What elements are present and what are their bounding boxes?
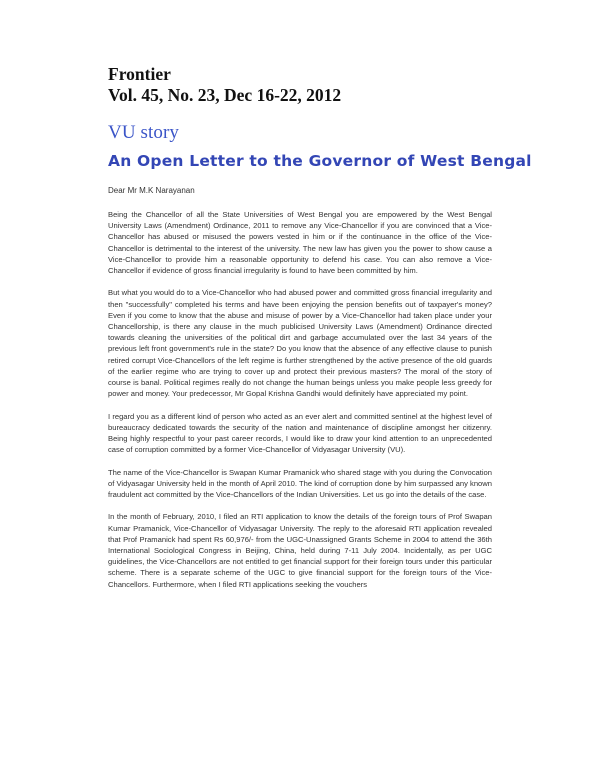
- paragraph-5: In the month of February, 2010, I filed an RTI application to know the details of the foreign tours of Prof Swapan Kumar Pramanick, Vice-Chancellor of Vidyasagar University. The reply to the aforesaid RTI application revealed that Prof Pramanick had spent Rs 60,976/- from the UGC-Unassigned Grants Scheme in 2004 to attend the 36th International Sociological Congress in Beijing, China, held during 7-11 July 2004. Incidentally, as per UGC guidelines, the Vice-Chancellors are not entitled to get financial support for their foreign tours under this particular scheme. There is a separate scheme of the UGC to give financial support for the foreign tours of the Vice-Chancellors. Furthermore, when I filed RTI applications seeking the vouchers: [108, 512, 492, 589]
- article-body: [108, 209, 492, 601]
- paragraph-1: Being the Chancellor of all the State Universities of West Bengal you are empowered by the West Bengal University Laws (Amendment) Ordinance, 2011 to remove any Vice-Chancellor if you are convinced that a Vice-Chancellor has abused or misused the powers vested in him or if the continuance in the office of the Vice-Chancellor is detrimental to the interest of the university. The new law has given you the power to show cause a Vice-Chancellor to provide him a reasonable opportunity to defend his case. You can also remove a Vice-Chancellor if evidence of gross financial irregularity is found to have been committed by him.: [108, 210, 492, 276]
- salutation: Dear Mr M.K Narayanan: [108, 186, 195, 195]
- paragraph-3: I regard you as a different kind of person who acted as an ever alert and committed sentinel at the highest level of bureaucracy dedicated towards the security of the nation and maintenance of discipline amongst her citizenry. Being highly respectful to your past career records, I would like to draw your kind attention to an unprecedented case of corruption committed by a former Vice-Chancellor of Vidyasagar University (VU).: [108, 411, 492, 455]
- article-title: An Open Letter to the Governor of West Bengal: [108, 152, 532, 170]
- paragraph-2: But what you would do to a Vice-Chancellor who had abused power and committed gross financial irregularity and then "successfully" completed his terms and have been enjoying the pension benefits out of taxpayer's money? Even if you come to know that the abuse and misuse of power by a Vice-Chancellor had taken place under your Chancellorship, is there any clause in the much publicised University Laws (Amendment) Ordinance directed towards cleaning the universities of the political dirt and garbage accumulated over the last 34 years of the previous left front government's rule in the state? Do you know that the absence of any effective clause to punish retired corrupt Vice-Chancellors of the left regime is further strengthened by the active presence of the old guards of the earlier regime who are trying to cover up and protect their previous masters? The moral of the story of course is banal. Political regimes really do not change the human beings unless you make people less greedy for power and money. Your predecessor, Mr Gopal Krishna Gandhi would definitely have appreciated my point.: [108, 288, 492, 399]
- masthead: [108, 64, 341, 106]
- section-heading: VU story: [108, 122, 179, 143]
- paragraph-4: The name of the Vice-Chancellor is Swapan Kumar Pramanick who shared stage with you during the Convocation of Vidyasagar University held in the month of April 2010. The kind of corruption done by him surpassed any known fraudulent act committed by the Vice-Chancellors of the Indian Universities. Let us go into the details of the case.: [108, 467, 492, 500]
- issue-info: Vol. 45, No. 23, Dec 16-22, 2012: [108, 85, 342, 105]
- publication-name: Frontier: [108, 64, 171, 84]
